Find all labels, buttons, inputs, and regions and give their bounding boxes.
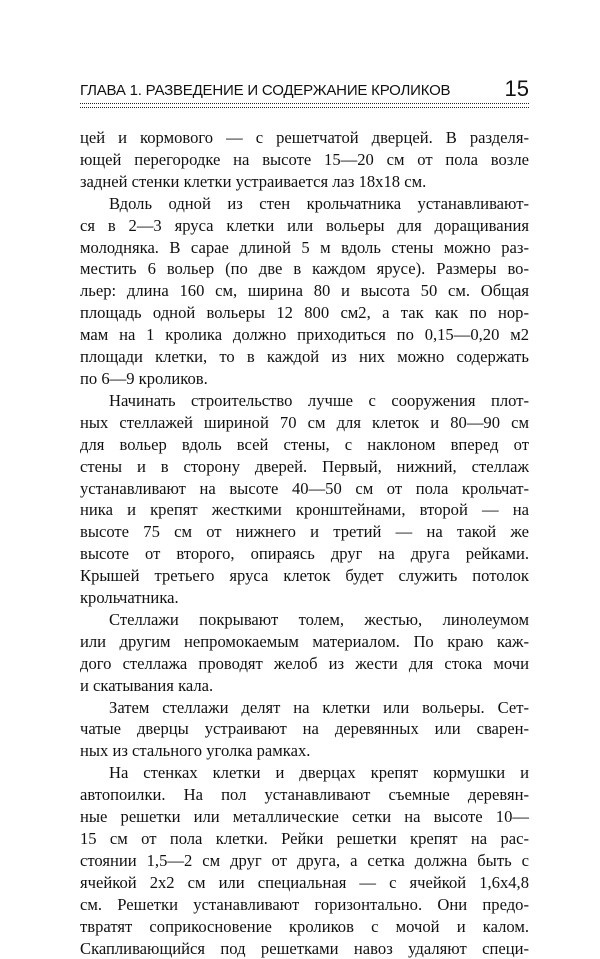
text-line: 15 см от пола клетки. Рейки решетки крепят на рас-	[80, 829, 529, 848]
text-line: площади клетки, то в каждой из них можно содержать	[80, 347, 529, 367]
text-line: высоте 75 см от нижнего и третий — на такой же	[80, 522, 529, 542]
text-line: и скатывания кала.	[80, 675, 214, 695]
text-line: ника и крепят жесткими кронштейнами, второй — на	[80, 500, 529, 520]
text-line: Затем стеллажи делят на клетки или вольеры. Сет-	[109, 697, 529, 717]
text-line: ных из стального уголка рамках.	[80, 741, 311, 761]
chapter-title: ГЛАВА 1. РАЗВЕДЕНИЕ И СОДЕРЖАНИЕ КРОЛИКОВ	[80, 82, 451, 99]
paragraph	[80, 193, 529, 390]
text-line: Стеллажи покрывают толем, жестью, линолеумом	[109, 609, 529, 629]
text-line: Крышей третьего яруса клеток будет служить потолок	[80, 566, 529, 586]
text-line: устанавливают на высоте 40—50 см от пола крольчат-	[80, 478, 529, 498]
text-line: льер: длина 160 см, ширина 80 и высота 50 см. Общая	[80, 281, 529, 301]
text-line: для вольер вдоль всей стены, с наклоном вперед от	[80, 434, 529, 454]
text-line: ные решетки или металлические сетки на высоте 10—	[80, 807, 529, 827]
text-line: чатые дверцы устраивают на деревянных или сварен-	[80, 719, 529, 739]
text-line: местить 6 вольер (по две в каждом ярусе). Размеры во-	[80, 259, 529, 279]
body-text	[80, 127, 529, 959]
text-line: высоте от второго, опираясь друг на друга рейками.	[80, 544, 529, 564]
text-line: дого стеллажа проводят желоб из жести для стока мочи	[80, 653, 529, 673]
paragraph	[80, 697, 529, 763]
text-line: стены и в сторону дверей. Первый, нижний, стеллаж	[80, 456, 529, 476]
text-line: автопоилки. На пол устанавливают съемные деревян-	[80, 785, 529, 805]
text-line: Скапливающийся под решетками навоз удаляют специ-	[80, 938, 529, 958]
paragraph	[80, 762, 529, 959]
paragraph	[80, 390, 529, 609]
page-number: 15	[504, 76, 529, 101]
text-line: твратят соприкосновение кроликов с мочой и калом.	[80, 916, 529, 936]
text-line: ных стеллажей шириной 70 см для клеток и 80—90 см	[80, 412, 529, 432]
running-header	[80, 74, 529, 104]
header-divider	[80, 103, 529, 108]
text-line: мам на 1 кролика должно приходиться по 0,15—0,20 м2	[80, 325, 529, 345]
text-line: Вдоль одной из стен крольчатника устанавливают-	[109, 193, 529, 213]
paragraph	[80, 609, 529, 697]
text-line: Начинать строительство лучше с сооружения плот-	[109, 390, 529, 410]
text-line: ся в 2—3 яруса клетки или вольеры для доращивания	[80, 215, 529, 235]
text-line: молодняка. В сарае длиной 5 м вдоль стены можно раз-	[80, 237, 529, 257]
text-line: стоянии 1,5—2 см друг от друга, а сетка должна быть с	[80, 850, 529, 870]
text-line: ячейкой 2х2 см или специальная — с ячейкой 1,6х4,8	[80, 872, 529, 892]
text-line: площадь одной вольеры 12 800 см2, а так как по нор-	[80, 303, 529, 323]
text-line: ющей перегородке на высоте 15—20 см от пола возле	[80, 149, 529, 169]
text-line: крольчатника.	[80, 588, 179, 608]
paragraph	[80, 127, 529, 193]
text-line: или другим непромокаемым материалом. По краю каж-	[80, 631, 529, 651]
text-line: см. Решетки устанавливают горизонтально. Они предо-	[80, 894, 529, 914]
text-line: цей и кормового — с решетчатой дверцей. В разделя-	[80, 128, 529, 147]
text-line: задней стенки клетки устраивается лаз 18х18 см.	[80, 171, 427, 191]
text-line: На стенках клетки и дверцах крепят кормушки и	[109, 763, 529, 783]
text-line: по 6—9 кроликов.	[80, 368, 208, 388]
